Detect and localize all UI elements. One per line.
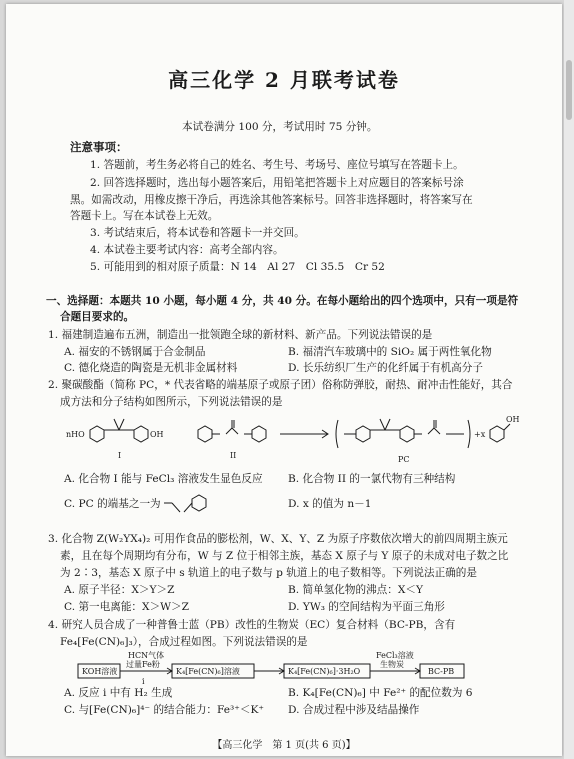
page-footer: 【高三化学 第 1 页(共 6 页)】: [212, 740, 356, 751]
q3-option-d: D. YW₃ 的空间结构为平面三角形: [288, 601, 445, 613]
question-4-stem: Fe₄[Fe(CN)₆]₃），合成过程如图。下列说法错误的是: [60, 636, 308, 648]
end-group-structure: [162, 486, 222, 522]
bc-pb-synthesis-flow: [76, 648, 516, 690]
notice-item: 黑。如需改动，用橡皮擦干净后，再选涂其他答案标号。回答非选择题时，将答案写在: [70, 194, 473, 206]
exam-intro: 本试卷满分 100 分，考试用时 75 分钟。: [182, 121, 378, 133]
flow-reagent-fe: 过量Fe粉: [126, 660, 160, 669]
q3-option-b: B. 简单氢化物的沸点：X＜Y: [288, 584, 423, 596]
notice-item: 答题卡上。写在本试卷上无效。: [70, 210, 219, 222]
question-1-stem: 1. 福建制造遍布五洲，制造出一批领跑全球的新材料、新产品。下列说法错误的是: [48, 329, 433, 341]
q1-option-a: A. 福安的不锈钢属于合金制品: [64, 346, 206, 358]
q4-option-d: D. 合成过程中涉及结晶操作: [288, 704, 420, 716]
notice-item: 5. 可能用到的相对原子质量：N 14 Al 27 Cl 35.5 Cr 52: [90, 261, 385, 273]
question-3-stem: 3. 化合物 Z(W₂YX₄)₂ 可用作食品的膨松剂，W、X、Y、Z 为原子序数依次增大的前四周期主族元: [48, 533, 508, 545]
q1-option-b: B. 福清汽车玻璃中的 SiO₂ 属于两性氧化物: [288, 346, 492, 358]
flow-reagent-hcn: HCN气体: [128, 651, 165, 660]
label-compound-2: II: [230, 451, 237, 460]
notice-item: 2. 回答选择题时，选出每小题答案后，用铅笔把答题卡上对应题目的答案标号涂: [90, 177, 464, 189]
section-heading: 一、选择题：本题共 10 小题，每小题 4 分，共 40 分。在每小题给出的四个选项中，只有一项是符: [46, 295, 519, 307]
q2-option-d: D. x 的值为 n－1: [288, 498, 372, 510]
flow-box-k4fecn6: K₄[Fe(CN)₆]溶液: [176, 667, 240, 676]
q4-option-b: B. K₄[Fe(CN)₆] 中 Fe²⁺ 的配位数为 6: [288, 687, 473, 699]
oh-label: OH: [150, 430, 164, 439]
question-2-stem: 成方法和分子结构如图所示，下列说法错误的是: [60, 396, 283, 408]
coef-n: nHO: [66, 430, 85, 439]
notice-item: 3. 考试结束后，将本试卷和答题卡一并交回。: [90, 227, 305, 239]
notice-item: 1. 答题前，考生务必将自己的姓名、考生号、考场号、座位号填写在答题卡上。: [90, 159, 464, 171]
coef-x: +x: [474, 430, 486, 439]
label-pc: PC: [398, 455, 410, 464]
q4-option-a: A. 反应 i 中有 H₂ 生成: [64, 687, 173, 699]
label-compound-1: I: [118, 451, 122, 460]
exam-title: 高三化学 2 月联考试卷: [168, 68, 400, 92]
section-heading: 合题目要求的。: [60, 311, 135, 323]
flow-reagent-fecl3: FeCl₃溶液: [376, 651, 414, 660]
q3-option-c: C. 第一电离能：X＞W＞Z: [64, 601, 190, 613]
q1-option-d: D. 长乐纺织厂生产的化纤属于有机高分子: [288, 362, 483, 374]
pc-synthesis-scheme: [66, 406, 526, 470]
scrollbar[interactable]: [564, 0, 574, 759]
notice-item: 4. 本试卷主要考试内容：高考全部内容。: [90, 244, 284, 256]
q2-option-c: C. PC 的端基之一为: [64, 498, 161, 510]
exam-page: [6, 4, 562, 756]
q2-option-b: B. 化合物 II 的一氯代物有三种结构: [288, 473, 456, 485]
notice-heading: 注意事项：: [70, 140, 128, 154]
flow-step-i: i: [142, 677, 145, 686]
q1-option-c: C. 德化烧造的陶瓷是无机非金属材料: [64, 362, 238, 374]
phenol-oh-label: OH: [506, 415, 520, 424]
scrollbar-thumb[interactable]: [566, 60, 572, 120]
flow-reagent-biochar: 生物炭: [380, 660, 404, 669]
question-3-stem: 素，且在每个周期均有分布，W 与 Z 位于相邻主族，基态 X 原子与 Y 原子的未成对电子数之比: [60, 550, 509, 562]
flow-box-crystal: K₄[Fe(CN)₆]·3H₂O: [288, 667, 361, 676]
question-4-stem: 4. 研究人员合成了一种普鲁士蓝（PB）改性的生物炭（EC）复合材料（BC-PB，含有: [48, 619, 456, 631]
q3-option-a: A. 原子半径：X＞Y＞Z: [64, 584, 175, 596]
q2-option-a: A. 化合物 I 能与 FeCl₃ 溶液发生显色反应: [64, 473, 263, 485]
question-2-stem: 2. 聚碳酸酯（简称 PC，* 代表省略的端基原子或原子团）俗称防弹胶，耐热、耐冲击性能好，其合: [48, 379, 513, 391]
flow-box-bcpb: BC-PB: [428, 667, 455, 676]
q4-option-c: C. 与[Fe(CN)₆]⁴⁻ 的结合能力：Fe³⁺＜K⁺: [64, 704, 264, 716]
question-3-stem: 为 2∶3，基态 X 原子中 s 轨道上的电子数与 p 轨道上的电子数相等。下列说法正确的是: [60, 567, 477, 579]
flow-box-koh: KOH溶液: [82, 667, 118, 676]
